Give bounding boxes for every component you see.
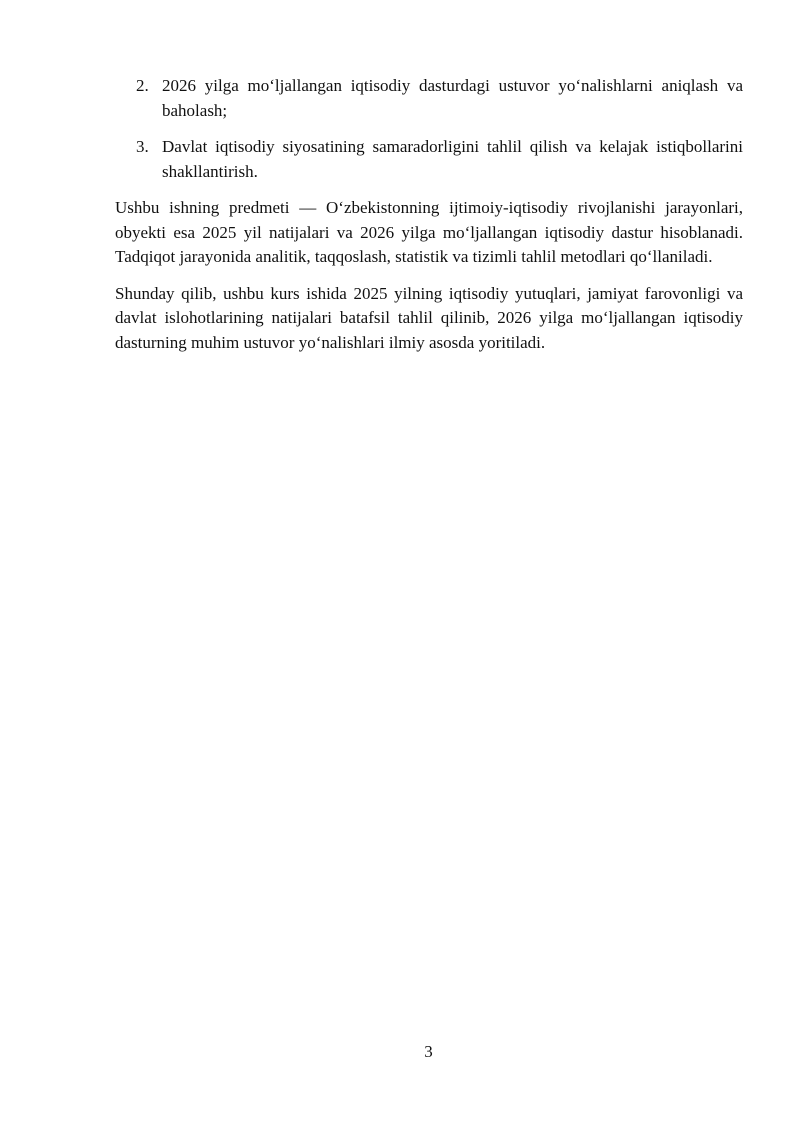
- list-item-text: Davlat iqtisodiy siyosatining samaradorligini tahlil qilish va kelajak istiqbollarini shakllantirish.: [162, 137, 743, 181]
- list-item-number: 3.: [136, 137, 149, 156]
- list-item-number: 2.: [136, 76, 149, 95]
- page-number: 3: [424, 1042, 433, 1061]
- page-content: [115, 74, 743, 367]
- list-item-text: 2026 yilga mo‘ljallangan iqtisodiy dasturdagi ustuvor yo‘nalishlarni aniqlash va baholash;: [162, 76, 743, 120]
- paragraph-conclusion: Shunday qilib, ushbu kurs ishida 2025 yilning iqtisodiy yutuqlari, jamiyat farovonligi va davlat islohotlarining natijalari batafsil tahlil qilinib, 2026 yilga mo‘ljallangan iqtisodiy dasturning muhim ustuvor yo‘nalishlari ilmiy asosda yoritiladi.: [115, 283, 743, 352]
- list-item: [115, 74, 743, 123]
- list-item: [115, 135, 743, 184]
- paragraph-subject-object: Ushbu ishning predmeti — O‘zbekistonning ijtimoiy-iqtisodiy rivojlanishi jarayonlari, obyekti esa 2025 yil natijalari va 2026 yilga mo‘ljallangan iqtisodiy dastur hisoblanadi. Tadqiqot jarayonida analitik, taqqoslash, statistik va tizimli tahlil metodlari qo‘llaniladi.: [115, 198, 743, 266]
